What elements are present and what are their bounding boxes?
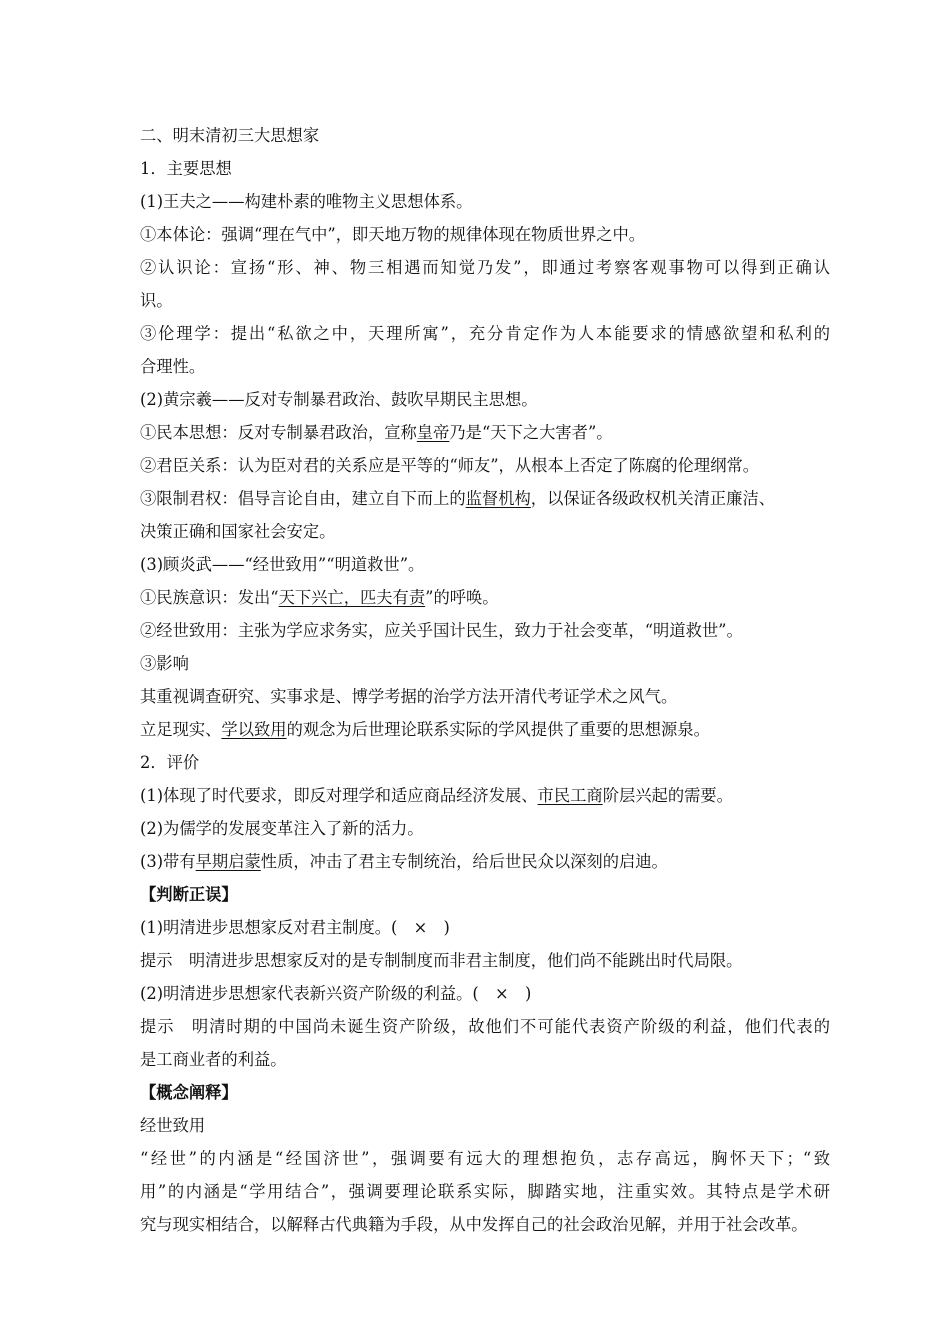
section-heading: 二、明末清初三大思想家 [140, 126, 320, 145]
paragraph-line: ③伦理学：提出“私欲之中，天理所寓”，充分肯定作为人本能要求的情感欲望和私利的 [140, 324, 830, 343]
paragraph-line: (1)体现了时代要求，即反对理学和适应商品经济发展、市民工商阶层兴起的需要。 [140, 786, 733, 805]
paragraph-line: 决策正确和国家社会安定。 [140, 522, 336, 541]
concept-title: 经世致用 [140, 1116, 206, 1135]
subheading: 2．评价 [140, 753, 200, 772]
paragraph-line: 立足现实、学以致用的观念为后世理论联系实际的学风提供了重要的思想源泉。 [140, 720, 710, 739]
hint-line: 提示 明清时期的中国尚未诞生资产阶级，故他们不可能代表资产阶级的利益，他们代表的 [140, 1017, 830, 1036]
paragraph-line: ①民族意识：发出“天下兴亡，匹夫有责”的呼唤。 [140, 588, 499, 607]
paragraph-line: 其重视调查研究、实事求是、博学考据的治学方法开清代考证学术之风气。 [140, 687, 678, 706]
paragraph-line: (2)黄宗羲——反对专制暴君政治、鼓吹早期民主思想。 [140, 390, 538, 409]
paragraph-line: 究与现实相结合，以解释古代典籍为手段，从中发挥自己的社会政治见解，并用于社会改革。 [140, 1215, 808, 1234]
paragraph-line: ①本体论：强调“理在气中”，即天地万物的规律体现在物质世界之中。 [140, 225, 646, 244]
paragraph-line: “经世”的内涵是“经国济世”，强调要有远大的理想抱负，志存高远，胸怀天下；“致 [140, 1149, 830, 1168]
paragraph-line: (1)王夫之——构建朴素的唯物主义思想体系。 [140, 192, 473, 211]
paragraph-line: ①民本思想：反对专制暴君政治，宣称皇帝乃是“天下之大害者”。 [140, 423, 613, 442]
paragraph-line: ②君臣关系：认为臣对君的关系应是平等的“师友”，从根本上否定了陈腐的伦理纲常。 [140, 456, 760, 475]
underlined-term: 市民工商 [537, 786, 603, 805]
subheading: 1．主要思想 [140, 159, 232, 178]
paragraph-line: (3)带有早期启蒙性质，冲击了君主专制统治，给后世民众以深刻的启迪。 [140, 852, 668, 871]
underlined-term: 学以致用 [221, 720, 287, 739]
underlined-term: 皇帝 [416, 423, 450, 442]
paragraph-line: (2)为儒学的发展变革注入了新的活力。 [140, 819, 424, 838]
paragraph-line: 识。 [140, 291, 173, 310]
paragraph-line: 用”的内涵是“学用结合”，强调要理论联系实际，脚踏实地，注重实效。其特点是学术研 [140, 1182, 830, 1201]
question-line: (2)明清进步思想家代表新兴资产阶级的利益。( × ) [140, 984, 532, 1003]
section-label: 【判断正误】 [140, 885, 238, 904]
paragraph-line: 合理性。 [140, 357, 206, 376]
document-body [140, 119, 830, 1241]
underlined-term: 监督机构 [465, 489, 531, 508]
hint-line: 是工商业者的利益。 [140, 1050, 287, 1069]
paragraph-line: ③影响 [140, 654, 189, 673]
underlined-term: 早期启蒙 [195, 852, 261, 871]
paragraph-line: (3)顾炎武——“经世致用”“明道救世”。 [140, 555, 425, 574]
hint-line: 提示 明清进步思想家反对的是专制制度而非君主制度，他们尚不能跳出时代局限。 [140, 951, 743, 970]
question-line: (1)明清进步思想家反对君主制度。( × ) [140, 918, 450, 937]
paragraph-line: ②认识论：宣扬“形、神、物三相遇而知觉乃发”，即通过考察客观事物可以得到正确认 [140, 258, 830, 277]
paragraph-line: ③限制君权：倡导言论自由，建立自下而上的监督机构，以保证各级政权机关清正廉洁、 [140, 489, 776, 508]
section-label: 【概念阐释】 [140, 1083, 238, 1102]
paragraph-line: ②经世致用：主张为学应求务实，应关乎国计民生，致力于社会变革，“明道救世”。 [140, 621, 743, 640]
underlined-term: 天下兴亡，匹夫有责 [278, 588, 426, 607]
